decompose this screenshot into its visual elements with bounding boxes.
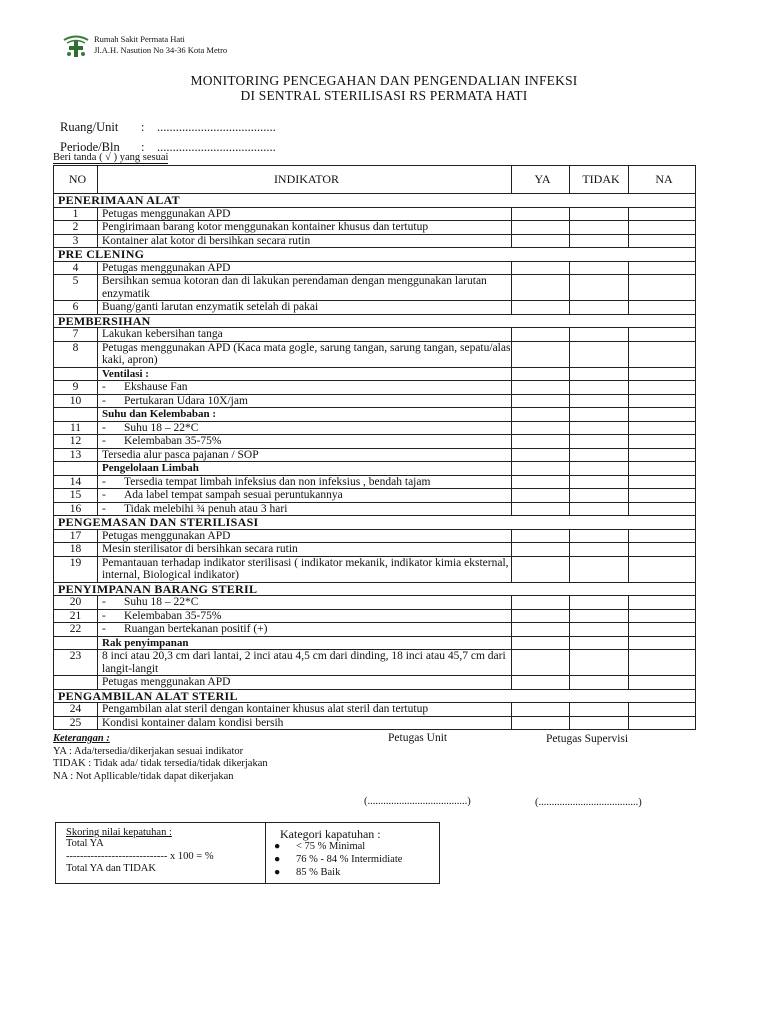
section-title: PRE CLENING — [54, 248, 696, 262]
na-check-cell[interactable] — [629, 543, 696, 557]
row-number: 7 — [54, 328, 98, 342]
legend-na: NA : Not Apllicable/tidak dapat dikerjakan — [53, 770, 234, 782]
scoring-box — [55, 822, 440, 884]
table-header-row — [54, 166, 696, 194]
indikator-text: Suhu dan Kelembaban : — [102, 408, 217, 420]
indikator-cell — [98, 676, 512, 690]
kategori-item-text: < 75 % Minimal — [296, 841, 366, 852]
row-number: 19 — [54, 556, 98, 582]
section-row — [54, 516, 696, 530]
indikator-text: Tersedia tempat limbah infeksius dan non infeksius , bendah tajam — [124, 475, 431, 488]
indikator-cell — [98, 650, 512, 676]
na-check-cell[interactable] — [629, 234, 696, 248]
row-number — [54, 462, 98, 476]
section-row — [54, 689, 696, 703]
na-check-cell — [629, 408, 696, 422]
row-number: 2 — [54, 221, 98, 235]
indikator-cell — [98, 703, 512, 717]
ya-check-cell[interactable] — [512, 716, 570, 730]
indikator-cell — [98, 234, 512, 248]
table-row — [54, 716, 696, 730]
scoring-numerator: Total YA — [66, 838, 104, 849]
subheading-row — [54, 408, 696, 422]
indikator-text: Mesin sterilisator di bersihkan secara rutin — [102, 543, 298, 555]
na-check-cell[interactable] — [629, 221, 696, 235]
na-check-cell[interactable] — [629, 381, 696, 395]
indikator-cell — [98, 261, 512, 275]
bullet-icon: ● — [274, 854, 281, 865]
title-line-2: DI SENTRAL STERILISASI RS PERMATA HATI — [240, 88, 528, 103]
tidak-check-cell[interactable] — [570, 556, 629, 582]
na-check-cell[interactable] — [629, 448, 696, 462]
tidak-check-cell[interactable] — [570, 301, 629, 315]
indikator-text: Ruangan bertekanan positif (+) — [124, 623, 268, 635]
dash-marker: - — [102, 421, 106, 434]
indikator-cell — [98, 489, 512, 503]
na-check-cell[interactable] — [629, 275, 696, 301]
row-number: 9 — [54, 381, 98, 395]
section-row — [54, 248, 696, 262]
indikator-cell — [98, 328, 512, 342]
row-number: 25 — [54, 716, 98, 730]
subheading-text — [98, 636, 512, 650]
indikator-cell — [98, 596, 512, 610]
dash-marker: - — [102, 381, 106, 393]
indikator-text: Pemantauan terhadap indikator sterilisasi ( indikator mekanik, indikator kimia eksternal, internal, Biological indikator) — [102, 556, 509, 581]
subheading-text — [98, 367, 512, 381]
section-row — [54, 314, 696, 328]
petugas-unit-signature[interactable]: (......................................) — [364, 796, 471, 807]
table-row — [54, 676, 696, 690]
section-title: PENERIMAAN ALAT — [54, 194, 696, 208]
ya-check-cell[interactable] — [512, 328, 570, 342]
indikator-text: Petugas menggunakan APD — [102, 529, 231, 542]
row-number: 5 — [54, 275, 98, 301]
tidak-check-cell[interactable] — [570, 435, 629, 449]
ya-check-cell[interactable] — [512, 207, 570, 221]
tidak-check-cell[interactable] — [570, 261, 629, 275]
ya-check-cell[interactable] — [512, 448, 570, 462]
na-check-cell[interactable] — [629, 716, 696, 730]
legend — [53, 733, 268, 783]
indikator-cell — [98, 435, 512, 449]
row-number: 22 — [54, 623, 98, 637]
bullet-icon: ● — [274, 841, 281, 852]
row-number — [54, 636, 98, 650]
indikator-cell — [98, 609, 512, 623]
ya-check-cell[interactable] — [512, 502, 570, 516]
period-colon: : — [141, 140, 145, 154]
tidak-check-cell[interactable] — [570, 328, 629, 342]
kategori-item — [274, 867, 340, 878]
indikator-cell — [98, 275, 512, 301]
row-number: 4 — [54, 261, 98, 275]
row-number: 16 — [54, 502, 98, 516]
kategori-item-text: 85 % Baik — [296, 867, 341, 878]
row-number: 6 — [54, 301, 98, 315]
tidak-check-cell[interactable] — [570, 623, 629, 637]
hospital-name: Rumah Sakit Permata Hati — [94, 34, 185, 44]
indikator-text: Pengambilan alat steril dengan kontainer khusus alat steril dan tertutup — [102, 703, 429, 715]
row-number: 1 — [54, 207, 98, 221]
ya-check-cell — [512, 636, 570, 650]
table-row — [54, 543, 696, 557]
na-check-cell[interactable] — [629, 475, 696, 489]
col-header-no: NO — [54, 166, 98, 194]
row-number: 18 — [54, 543, 98, 557]
subheading-text — [98, 408, 512, 422]
na-check-cell[interactable] — [629, 261, 696, 275]
row-number — [54, 676, 98, 690]
scoring-fraction: ----------------------------- x 100 = % — [66, 851, 214, 862]
bullet-icon: ● — [274, 867, 281, 878]
unit-label: Ruang/Unit — [60, 120, 119, 134]
table-row — [54, 703, 696, 717]
dash-marker: - — [102, 394, 106, 407]
legend-ya: YA : Ada/tersedia/dikerjakan sesuai indikator — [53, 745, 244, 757]
col-header-na: NA — [629, 166, 696, 194]
indikator-text: Bersihkan semua kotoran dan di lakukan perendaman dengan menggunakan larutan enzymatik — [102, 275, 487, 300]
tidak-check-cell[interactable] — [570, 207, 629, 221]
ya-check-cell[interactable] — [512, 381, 570, 395]
ya-check-cell[interactable] — [512, 596, 570, 610]
table-row — [54, 275, 696, 301]
tidak-check-cell — [570, 367, 629, 381]
col-header-indikator: INDIKATOR — [98, 166, 512, 194]
na-check-cell — [629, 636, 696, 650]
table-row — [54, 650, 696, 676]
indikator-text: Pertukaran Udara 10X/jam — [124, 394, 248, 407]
row-number — [54, 367, 98, 381]
indikator-cell — [98, 716, 512, 730]
petugas-supervisi-label: Petugas Supervisi — [546, 733, 629, 745]
indikator-cell — [98, 394, 512, 408]
tidak-check-cell[interactable] — [570, 529, 629, 543]
na-check-cell[interactable] — [629, 676, 696, 690]
petugas-unit-label: Petugas Unit — [388, 732, 448, 744]
dash-marker: - — [102, 435, 106, 447]
tidak-check-cell[interactable] — [570, 676, 629, 690]
indikator-text: Tersedia alur pasca pajanan / SOP — [102, 448, 259, 461]
row-number: 8 — [54, 341, 98, 367]
monitoring-table — [53, 165, 696, 730]
na-check-cell[interactable] — [629, 703, 696, 717]
ya-check-cell[interactable] — [512, 261, 570, 275]
tidak-check-cell — [570, 408, 629, 422]
indikator-cell — [98, 381, 512, 395]
kategori-item — [274, 854, 402, 865]
ya-check-cell[interactable] — [512, 676, 570, 690]
subheading-row — [54, 462, 696, 476]
table-row — [54, 435, 696, 449]
table-row — [54, 261, 696, 275]
na-check-cell[interactable] — [629, 623, 696, 637]
row-number: 24 — [54, 703, 98, 717]
row-number: 11 — [54, 421, 98, 435]
dash-marker: - — [102, 475, 106, 488]
legend-tidak: TIDAK : Tidak ada/ tidak tersedia/tidak dikerjakan — [53, 758, 268, 769]
tidak-check-cell[interactable] — [570, 394, 629, 408]
tidak-check-cell[interactable] — [570, 596, 629, 610]
indikator-text: Lakukan kebersihan tanga — [102, 328, 223, 340]
table-row — [54, 556, 696, 582]
table-row — [54, 489, 696, 503]
indikator-text: Kondisi kontainer dalam kondisi bersih — [102, 716, 284, 729]
na-check-cell[interactable] — [629, 394, 696, 408]
row-number: 12 — [54, 435, 98, 449]
table-row — [54, 475, 696, 489]
na-check-cell[interactable] — [629, 207, 696, 221]
table-row — [54, 394, 696, 408]
hospital-address: Jl.A.H. Nasution No 34-36 Kota Metro — [94, 45, 228, 55]
indikator-cell — [98, 502, 512, 516]
indikator-text: Ekshause Fan — [124, 381, 188, 393]
scoring-denominator: Total YA dan TIDAK — [66, 863, 156, 874]
indikator-cell — [98, 301, 512, 315]
tidak-check-cell[interactable] — [570, 275, 629, 301]
col-header-ya: YA — [512, 166, 570, 194]
na-check-cell — [629, 462, 696, 476]
title-line-1: MONITORING PENCEGAHAN DAN PENGENDALIAN INFEKSI — [190, 73, 578, 88]
ya-check-cell[interactable] — [512, 529, 570, 543]
subheading-text — [98, 462, 512, 476]
indikator-cell — [98, 556, 512, 582]
indikator-text: Kontainer alat kotor di bersihkan secara rutin — [102, 234, 311, 247]
indikator-text: Buang/ganti larutan enzymatik setelah di pakai — [102, 301, 319, 313]
indikator-text: Petugas menggunakan APD — [102, 676, 231, 688]
ya-check-cell[interactable] — [512, 703, 570, 717]
tidak-check-cell[interactable] — [570, 221, 629, 235]
indikator-cell — [98, 475, 512, 489]
na-check-cell[interactable] — [629, 609, 696, 623]
period-field[interactable]: ...................................... — [157, 140, 276, 154]
instruction — [53, 152, 168, 163]
indikator-text: Kelembaban 35-75% — [124, 609, 222, 622]
section-title: PENGAMBILAN ALAT STERIL — [54, 689, 696, 703]
table-row — [54, 596, 696, 610]
ya-check-cell[interactable] — [512, 489, 570, 503]
dash-marker: - — [102, 609, 106, 622]
row-number: 20 — [54, 596, 98, 610]
tidak-check-cell[interactable] — [570, 716, 629, 730]
row-number: 21 — [54, 609, 98, 623]
table-row — [54, 529, 696, 543]
table-row — [54, 623, 696, 637]
na-check-cell[interactable] — [629, 489, 696, 503]
row-number: 17 — [54, 529, 98, 543]
col-header-tidak: TIDAK — [570, 166, 629, 194]
ya-check-cell[interactable] — [512, 341, 570, 367]
row-number: 15 — [54, 489, 98, 503]
na-check-cell[interactable] — [629, 328, 696, 342]
indikator-text: Ventilasi : — [102, 367, 149, 380]
indikator-text: Pengelolaan Limbah — [102, 462, 199, 474]
na-check-cell[interactable] — [629, 341, 696, 367]
subheading-row — [54, 636, 696, 650]
indikator-cell — [98, 341, 512, 367]
indikator-cell — [98, 448, 512, 462]
petugas-supervisi-signature[interactable]: (......................................) — [535, 797, 642, 808]
ya-check-cell[interactable] — [512, 556, 570, 582]
tidak-check-cell[interactable] — [570, 543, 629, 557]
table-row — [54, 301, 696, 315]
indikator-cell — [98, 543, 512, 557]
tidak-check-cell[interactable] — [570, 421, 629, 435]
ya-check-cell — [512, 367, 570, 381]
tidak-check-cell[interactable] — [570, 234, 629, 248]
indikator-cell — [98, 207, 512, 221]
indikator-text: Petugas menggunakan APD (Kaca mata gogle, sarung tangan, sarung tangan, sepatu/alas kaki, apron) — [102, 341, 511, 366]
ya-check-cell — [512, 408, 570, 422]
hospital-logo-icon — [62, 32, 90, 58]
tidak-check-cell[interactable] — [570, 609, 629, 623]
indikator-text: Kelembaban 35-75% — [124, 435, 222, 447]
ya-check-cell[interactable] — [512, 650, 570, 676]
na-check-cell[interactable] — [629, 502, 696, 516]
dash-marker: - — [102, 489, 106, 501]
row-number: 3 — [54, 234, 98, 248]
na-check-cell[interactable] — [629, 596, 696, 610]
scoring-title: Skoring nilai kepatuhan : — [66, 827, 172, 838]
kategori-item-text: 76 % - 84 % Intermidiate — [296, 854, 403, 865]
ya-check-cell[interactable] — [512, 475, 570, 489]
indikator-cell — [98, 529, 512, 543]
table-row — [54, 381, 696, 395]
table-row — [54, 341, 696, 367]
na-check-cell[interactable] — [629, 529, 696, 543]
ya-check-cell[interactable] — [512, 301, 570, 315]
ya-check-cell[interactable] — [512, 435, 570, 449]
kategori-item — [274, 841, 365, 852]
ya-check-cell[interactable] — [512, 234, 570, 248]
ya-check-cell[interactable] — [512, 394, 570, 408]
kategori-title: Kategori kapatuhan : — [280, 827, 381, 841]
indikator-cell — [98, 623, 512, 637]
table-row — [54, 448, 696, 462]
na-check-cell[interactable] — [629, 556, 696, 582]
subheading-row — [54, 367, 696, 381]
indikator-text: Rak penyimpanan — [102, 636, 189, 649]
indikator-cell — [98, 221, 512, 235]
tidak-check-cell[interactable] — [570, 703, 629, 717]
section-title: PEMBERSIHAN — [54, 314, 696, 328]
row-number: 13 — [54, 448, 98, 462]
tidak-check-cell[interactable] — [570, 381, 629, 395]
row-number — [54, 408, 98, 422]
row-number: 14 — [54, 475, 98, 489]
tidak-check-cell — [570, 462, 629, 476]
table-row — [54, 421, 696, 435]
ya-check-cell[interactable] — [512, 275, 570, 301]
section-title: PENGEMASAN DAN STERILISASI — [54, 516, 696, 530]
ya-check-cell[interactable] — [512, 543, 570, 557]
indikator-text: Suhu 18 – 22*C — [124, 596, 199, 608]
dash-marker: - — [102, 623, 106, 635]
row-number: 10 — [54, 394, 98, 408]
indikator-text: Ada label tempat sampah sesuai peruntukannya — [124, 489, 343, 501]
ya-check-cell[interactable] — [512, 623, 570, 637]
tidak-check-cell[interactable] — [570, 448, 629, 462]
table-row — [54, 328, 696, 342]
na-check-cell[interactable] — [629, 421, 696, 435]
indikator-text: Suhu 18 – 22*C — [124, 421, 199, 434]
instruction-text: Beri tanda ( √ ) yang sesuai — [53, 152, 169, 163]
tidak-check-cell[interactable] — [570, 650, 629, 676]
period-label: Periode/Bln — [60, 140, 120, 154]
section-row — [54, 194, 696, 208]
indikator-cell — [98, 421, 512, 435]
indikator-text: 8 inci atau 20,3 cm dari lantai, 2 inci atau 4,5 cm dari dinding, 18 inci atau 45,7 cm dari langit-langit — [102, 650, 506, 675]
dash-marker: - — [102, 596, 106, 608]
ya-check-cell[interactable] — [512, 421, 570, 435]
indikator-text: Petugas menggunakan APD — [102, 207, 231, 220]
unit-colon: : — [141, 120, 145, 134]
section-row — [54, 582, 696, 596]
scoring-formula — [56, 823, 266, 883]
legend-title: Keterangan : — [53, 733, 110, 744]
section-title: PENYIMPANAN BARANG STERIL — [54, 582, 696, 596]
table-row — [54, 207, 696, 221]
table-row — [54, 502, 696, 516]
unit-field[interactable]: ...................................... — [157, 120, 276, 134]
ya-check-cell[interactable] — [512, 221, 570, 235]
tidak-check-cell[interactable] — [570, 475, 629, 489]
ya-check-cell[interactable] — [512, 609, 570, 623]
tidak-check-cell[interactable] — [570, 341, 629, 367]
indikator-text: Pengirimaan barang kotor menggunakan kontainer khusus dan tertutup — [102, 221, 429, 233]
na-check-cell[interactable] — [629, 435, 696, 449]
ya-check-cell — [512, 462, 570, 476]
na-check-cell — [629, 367, 696, 381]
row-number: 23 — [54, 650, 98, 676]
table-row — [54, 221, 696, 235]
na-check-cell[interactable] — [629, 301, 696, 315]
na-check-cell[interactable] — [629, 650, 696, 676]
form-title — [0, 73, 768, 103]
indikator-text: Petugas menggunakan APD — [102, 261, 231, 274]
table-body — [54, 194, 696, 730]
table-row — [54, 609, 696, 623]
tidak-check-cell[interactable] — [570, 489, 629, 503]
table-row — [54, 234, 696, 248]
tidak-check-cell[interactable] — [570, 502, 629, 516]
dash-marker: - — [102, 502, 106, 515]
indikator-text: Tidak melebihi ¾ penuh atau 3 hari — [124, 502, 288, 515]
tidak-check-cell — [570, 636, 629, 650]
